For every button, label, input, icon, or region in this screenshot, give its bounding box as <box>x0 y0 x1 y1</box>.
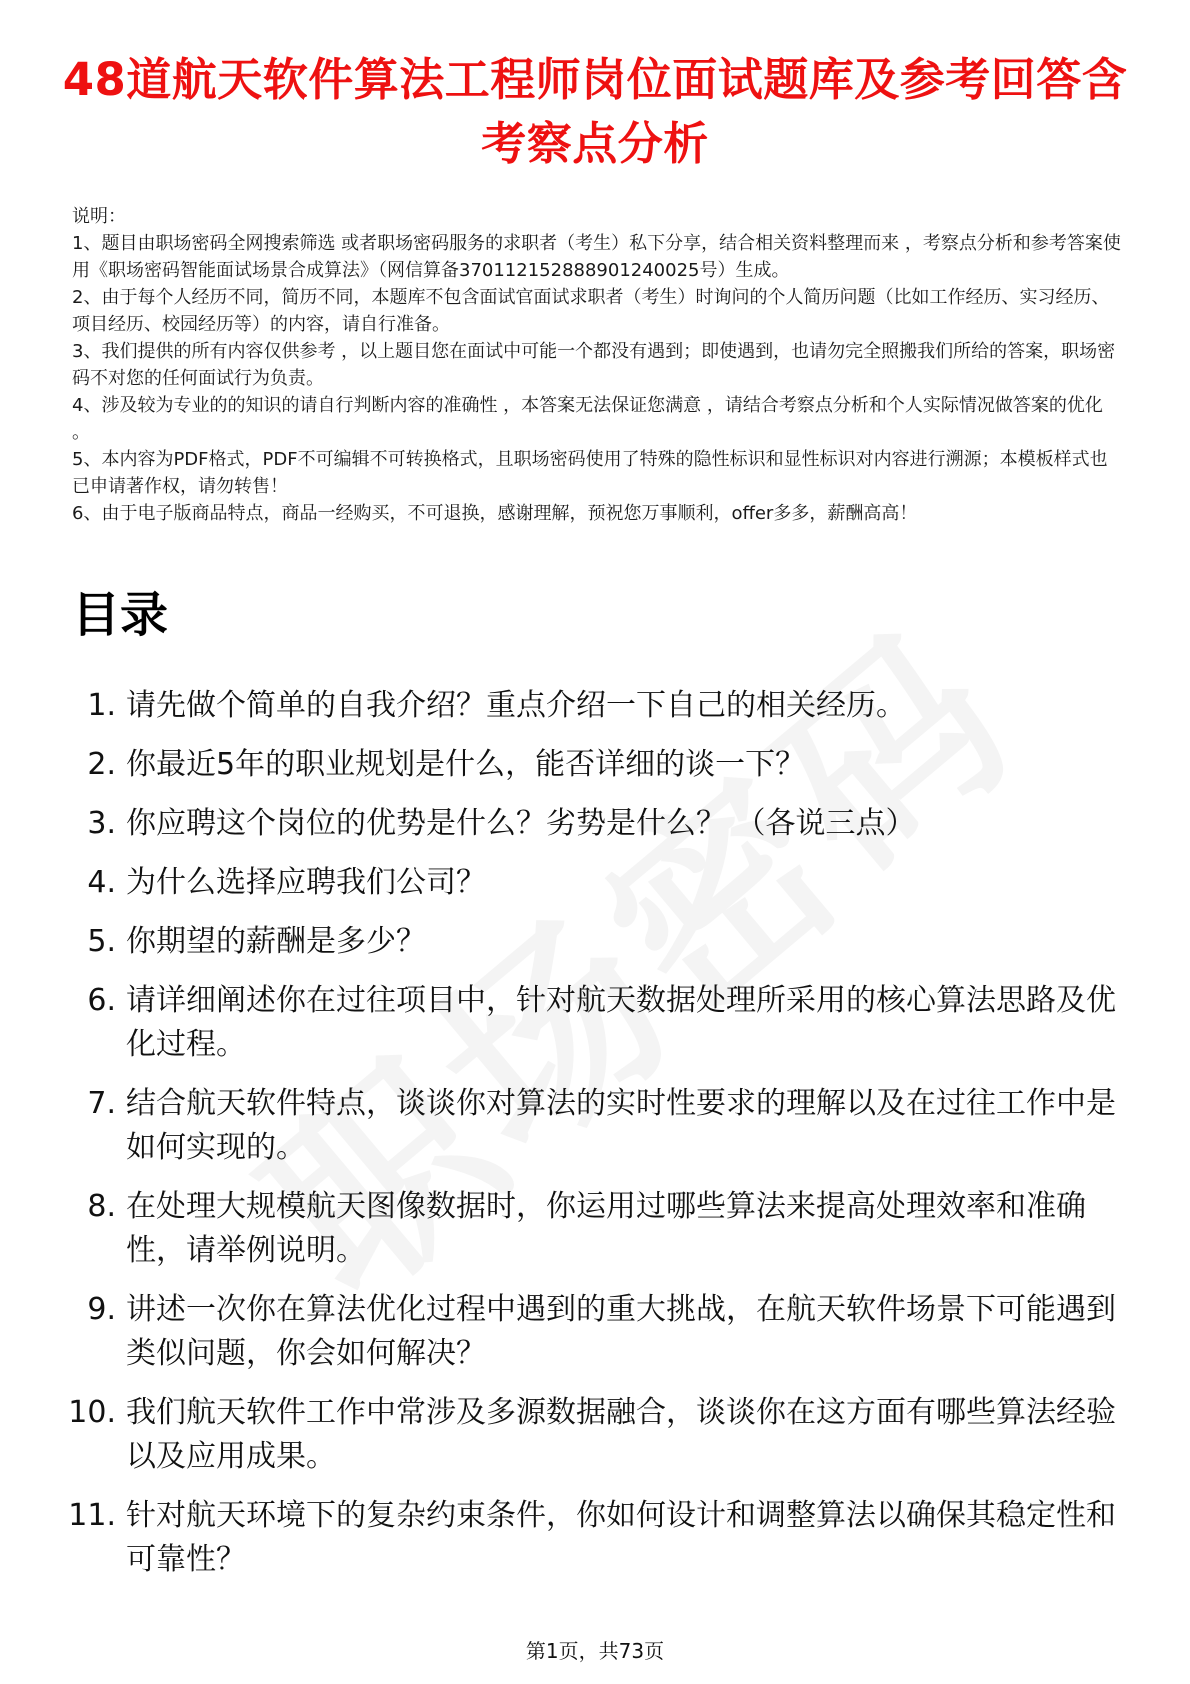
note-item: 5、本内容为PDF格式，PDF不可编辑不可转换格式，且职场密码使用了特殊的隐性标识和显性标识对内容进行溯源；本模板样式也已申请著作权，请勿转售！ <box>72 449 1108 497</box>
toc-item[interactable] <box>72 743 1130 787</box>
note-item: 4、涉及较为专业的的知识的请自行判断内容的准确性 ，本答案无法保证您满意 ，请结合考察点分析和个人实际情况做答案的优化 。 <box>72 395 1103 443</box>
toc-item[interactable] <box>72 979 1130 1067</box>
toc-item[interactable] <box>72 920 1130 964</box>
toc-item[interactable] <box>68 1494 1130 1582</box>
toc-item-text: 讲述一次你在算法优化过程中遇到的重大挑战，在航天软件场景下可能遇到类似问题，你会如何解决？ <box>126 1292 1116 1371</box>
page-footer: 第1页，共73页 <box>525 1639 665 1663</box>
toc-item-text: 你最近5年的职业规划是什么，能否详细的谈一下？ <box>126 747 806 782</box>
note-item: 2、由于每个人经历不同，简历不同，本题库不包含面试官面试求职者（考生）时询问的个人简历问题（比如工作经历、实习经历、项目经历、校园经历等）的内容，请自行准备。 <box>72 287 1110 335</box>
toc-item-text: 为什么选择应聘我们公司？ <box>126 865 486 900</box>
toc-item-number: 7. <box>87 1086 116 1121</box>
note-item: 3、我们提供的所有内容仅供参考 ，以上题目您在面试中可能一个都没有遇到；即使遇到，也请勿完全照搬我们所给的答案，职场密码不对您的任何面试行为负责。 <box>72 341 1116 389</box>
toc-item-text: 你应聘这个岗位的优势是什么？劣势是什么？ （各说三点） <box>126 806 916 841</box>
notes-heading: 说明： <box>72 206 126 227</box>
toc-item-text: 你期望的薪酬是多少？ <box>126 924 426 959</box>
toc-list <box>68 684 1130 1597</box>
toc-item-number: 10. <box>68 1395 116 1430</box>
note-item: 1、题目由职场密码全网搜索筛选 或者职场密码服务的求职者（考生）私下分享，结合相关资料整理而来 ，考察点分析和参考答案使用《职场密码智能面试场景合成算法》（网信算备370112152888901240025号）生成。 <box>72 233 1121 281</box>
toc-item[interactable] <box>72 684 1130 728</box>
toc-item-number: 8. <box>87 1189 116 1224</box>
toc-item[interactable] <box>68 1391 1130 1479</box>
toc-item[interactable] <box>72 861 1130 905</box>
toc-item-number: 9. <box>87 1292 116 1327</box>
toc-item-text: 针对航天环境下的复杂约束条件，你如何设计和调整算法以确保其稳定性和可靠性？ <box>126 1498 1116 1577</box>
toc-item-number: 5. <box>87 924 116 959</box>
toc-item-number: 4. <box>87 865 116 900</box>
document-title: 48道航天软件算法工程师岗位面试题库及参考回答含考察点分析 <box>62 53 1128 170</box>
toc-item[interactable] <box>72 1082 1130 1170</box>
toc-item-text: 我们航天软件工作中常涉及多源数据融合，谈谈你在这方面有哪些算法经验以及应用成果。 <box>126 1395 1116 1474</box>
toc-item-text: 请详细阐述你在过往项目中，针对航天数据处理所采用的核心算法思路及优化过程。 <box>126 983 1116 1062</box>
toc-item-text: 请先做个简单的自我介绍？重点介绍一下自己的相关经历。 <box>126 688 906 723</box>
toc-item[interactable] <box>72 802 1130 846</box>
notes-block <box>72 203 1122 527</box>
toc-item-number: 11. <box>68 1498 116 1533</box>
toc-item[interactable] <box>72 1185 1130 1273</box>
toc-item-text: 结合航天软件特点，谈谈你对算法的实时性要求的理解以及在过往工作中是如何实现的。 <box>126 1086 1116 1165</box>
toc-item[interactable] <box>72 1288 1130 1376</box>
toc-heading: 目录 <box>72 587 169 643</box>
toc-item-number: 1. <box>87 688 116 723</box>
toc-item-text: 在处理大规模航天图像数据时，你运用过哪些算法来提高处理效率和准确性，请举例说明。 <box>126 1189 1086 1268</box>
toc-item-number: 3. <box>87 806 116 841</box>
note-item: 6、由于电子版商品特点，商品一经购买，不可退换，感谢理解，预祝您万事顺利，offer多多，薪酬高高！ <box>72 503 918 524</box>
toc-item-number: 6. <box>87 983 116 1018</box>
toc-item-number: 2. <box>87 747 116 782</box>
